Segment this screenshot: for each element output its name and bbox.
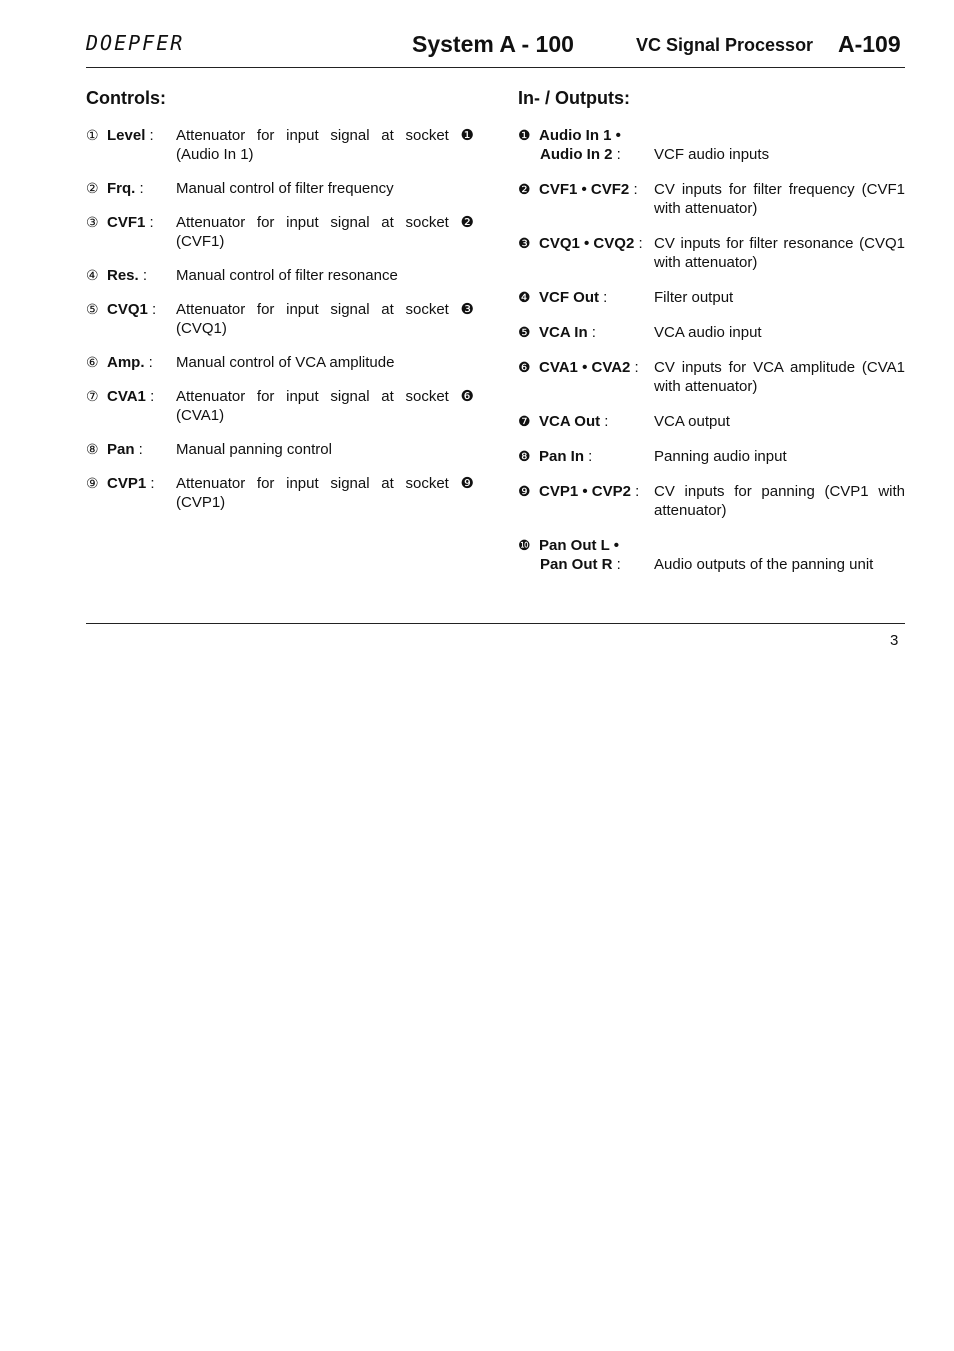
label-separator: : [144,354,153,371]
list-item [518,447,905,466]
list-item [86,213,474,251]
control-label: Amp. [107,354,145,371]
list-item [518,412,905,431]
control-number: ② [86,180,99,196]
control-number: ⑨ [86,475,99,491]
label-separator: : [145,388,155,405]
io-list [518,126,905,590]
control-label: Pan [107,441,135,458]
socket-description: VCF audio inputs [654,146,770,163]
socket-label: VCF Out [539,289,599,306]
socket-description: Panning audio input [654,448,787,465]
socket-number: ❹ [518,289,531,305]
list-item [86,353,474,372]
io-heading: In- / Outputs: [518,88,630,108]
control-label: CVA1 [107,388,146,405]
socket-description: CV inputs for panning (CVP1 with attenuator) [654,483,905,519]
label-separator: : [145,214,154,231]
controls-list [86,126,474,527]
socket-number: ❶ [518,127,531,143]
socket-label: CVF1 • CVF2 [539,181,630,198]
list-item [86,474,474,512]
socket-number: ❻ [518,359,531,375]
socket-description: Audio outputs of the panning unit [654,556,874,573]
label-separator: : [587,324,596,341]
control-description: Attenuator for input signal at socket ❻ (CVA1) [176,388,474,424]
control-number: ⑦ [86,388,99,404]
doepfer-logo: DOEPFER [86,31,185,55]
socket-label: VCA Out [539,413,601,430]
control-label: CVQ1 [107,301,148,318]
list-item [518,126,905,164]
label-separator: : [612,146,621,163]
socket-description: Filter output [654,289,734,306]
header-divider [86,67,905,68]
control-number: ④ [86,267,99,283]
socket-description: CV inputs for VCA amplitude (CVA1 with attenuator) [654,359,905,395]
socket-number: ❺ [518,324,531,340]
controls-heading: Controls: [86,88,166,108]
control-number: ⑧ [86,441,99,457]
module-code: A-109 [838,31,901,57]
label-separator: : [584,448,593,465]
control-number: ③ [86,214,99,230]
system-title: System A - 100 [412,31,574,57]
socket-description: CV inputs for filter resonance (CVQ1 with attenuator) [654,235,905,271]
label-separator: : [629,181,638,198]
list-item [86,387,474,425]
control-number: ① [86,127,99,143]
socket-label: Pan Out R [540,556,613,573]
control-label: CVP1 [107,475,147,492]
control-number: ⑥ [86,354,99,370]
control-description: Manual control of VCA amplitude [176,354,395,371]
footer-divider [86,623,905,624]
socket-label: Pan In [539,448,585,465]
list-item [86,440,474,459]
control-description: Manual control of filter resonance [176,267,398,284]
label-separator: : [630,359,639,376]
socket-number: ❸ [518,235,531,251]
socket-label: CVA1 • CVA2 [539,359,631,376]
socket-description: VCA output [654,413,730,430]
label-separator: : [145,127,154,144]
label-separator: : [134,441,143,458]
label-separator: : [612,556,621,573]
control-description: Manual panning control [176,441,332,458]
label-separator: : [630,483,640,500]
socket-number: ❼ [518,413,531,429]
socket-label: VCA In [539,324,588,341]
module-name: VC Signal Processor [636,35,814,55]
control-label: Res. [107,267,139,284]
list-item [86,266,474,285]
page-number: 3 [890,632,899,649]
list-item [86,179,474,198]
label-separator: : [599,289,608,306]
list-item [518,180,905,218]
label-separator: : [147,301,157,318]
control-description: Attenuator for input signal at socket ❷ (CVF1) [176,214,474,250]
socket-number: ❽ [518,448,531,464]
control-description: Manual control of filter frequency [176,180,394,197]
label-separator: : [146,475,155,492]
label-separator: : [138,267,148,284]
socket-label: CVP1 • CVP2 [539,483,631,500]
socket-description: VCA audio input [654,324,762,341]
socket-number: ❾ [518,483,531,499]
socket-number: ❿ [518,537,531,553]
socket-number: ❷ [518,181,531,197]
control-number: ⑤ [86,301,99,317]
label-separator: : [600,413,609,430]
socket-description: CV inputs for filter frequency (CVF1 with attenuator) [654,181,905,217]
control-description: Attenuator for input signal at socket ❶ (Audio In 1) [176,127,474,163]
list-item [518,536,905,574]
list-item [518,358,905,396]
list-item [86,300,474,338]
control-label: Frq. [107,180,136,197]
socket-label: CVQ1 • CVQ2 [539,235,635,252]
label-separator: : [135,180,144,197]
socket-label: Audio In 1 • [539,127,621,144]
list-item [518,234,905,272]
control-label: Level [107,127,146,144]
list-item [518,323,905,342]
list-item [518,482,905,520]
control-label: CVF1 [107,214,146,231]
list-item [518,288,905,307]
control-description: Attenuator for input signal at socket ❾ (CVP1) [176,475,474,511]
control-description: Attenuator for input signal at socket ❸ (CVQ1) [176,301,474,337]
list-item [86,126,474,164]
socket-label: Pan Out L • [539,537,619,554]
socket-label: Audio In 2 [540,146,613,163]
label-separator: : [634,235,643,252]
